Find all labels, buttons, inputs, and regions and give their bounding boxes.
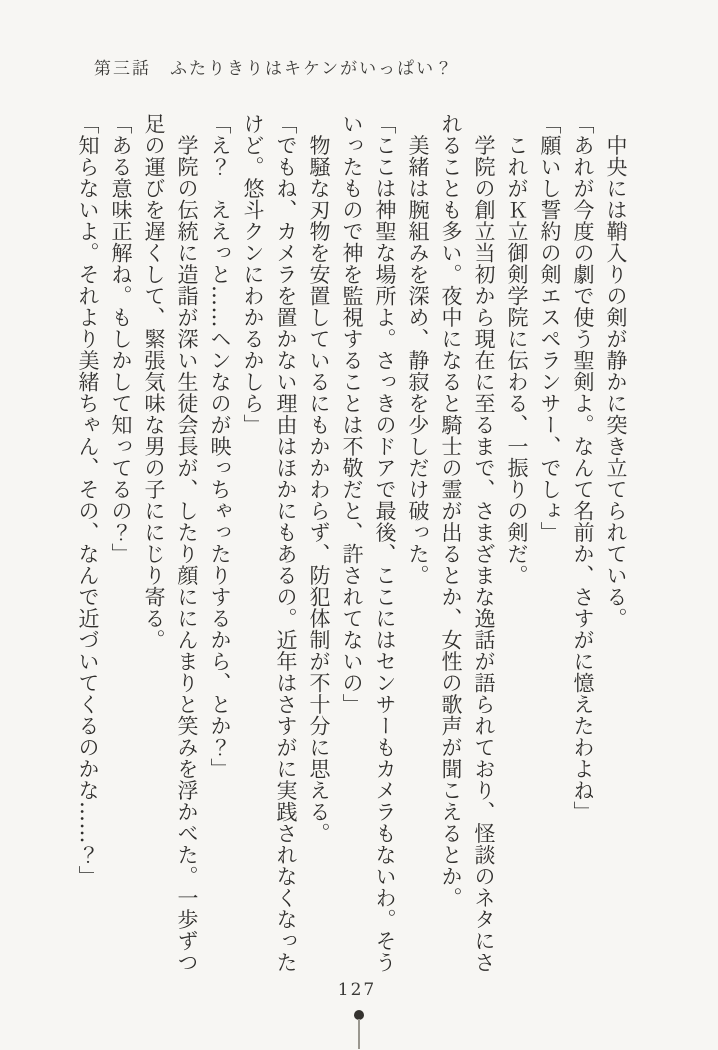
page-number: 127: [337, 980, 377, 1000]
text-line: 足の運びを遅くして、緊張気味な男の子ににじり寄る。: [142, 113, 166, 651]
text-line: けど。悠斗クンにわかるかしら」: [241, 113, 265, 436]
text-line: 中央には鞘入りの剣が静かに突き立てられている。: [604, 113, 628, 629]
text-line: これがＫ立御剣学院に伝わる、一振りの剣だ。: [505, 113, 529, 586]
chapter-header: 第三話 ふたりきりはキケンがいっぱい？: [94, 59, 455, 79]
text-line: 美緒は腕組みを深め、静寂を少しだけ破った。: [406, 113, 430, 586]
text-line: 学院の創立当初から現在に至るまで、さまざまな逸話が語られており、怪談のネタにさ: [472, 113, 496, 973]
text-line: 「でもね、カメラを置かない理由はほかにもあるの。近年はさすがに実践されなくなった: [274, 113, 298, 973]
text-line: 「え？ ええっと……ヘンなのが映っちゃったりするから、とか？」: [208, 113, 232, 780]
main-text: [71, 113, 632, 981]
text-line: 「あれが今度の劇で使う聖剣よ。なんて名前か、さすがに憶えたわよね」: [571, 113, 595, 823]
page-footer: [0, 980, 718, 1050]
text-line: 学院の伝統に造詣が深い生徒会長が、したり顔ににんまりと笑みを浮かべた。一歩ずつ: [175, 113, 199, 973]
text-line: 「ある意味正解ね。もしかして知ってるの？」: [109, 113, 133, 565]
page-marker-icon: [353, 1010, 365, 1050]
text-line: 「知らないよ。それより美緒ちゃん、その、なんで近づいてくるのかな……？」: [76, 113, 100, 887]
text-line: 物騒な刃物を安置しているにもかかわらず、防犯体制が不十分に思える。: [307, 113, 331, 844]
text-line: 「ここは神聖な場所よ。さっきのドアで最後、ここにはセンサーもカメラもないわ。そう: [373, 113, 397, 973]
text-line: れることも多い。夜中になると騎士の霊が出るとか、女性の歌声が聞こえるとか。: [439, 113, 463, 909]
text-line: 「願いし誓約の剣エスペランサー、でしょ」: [538, 113, 562, 543]
text-line: いったもので神を監視することは不敬だと、許されてないの」: [340, 113, 364, 715]
